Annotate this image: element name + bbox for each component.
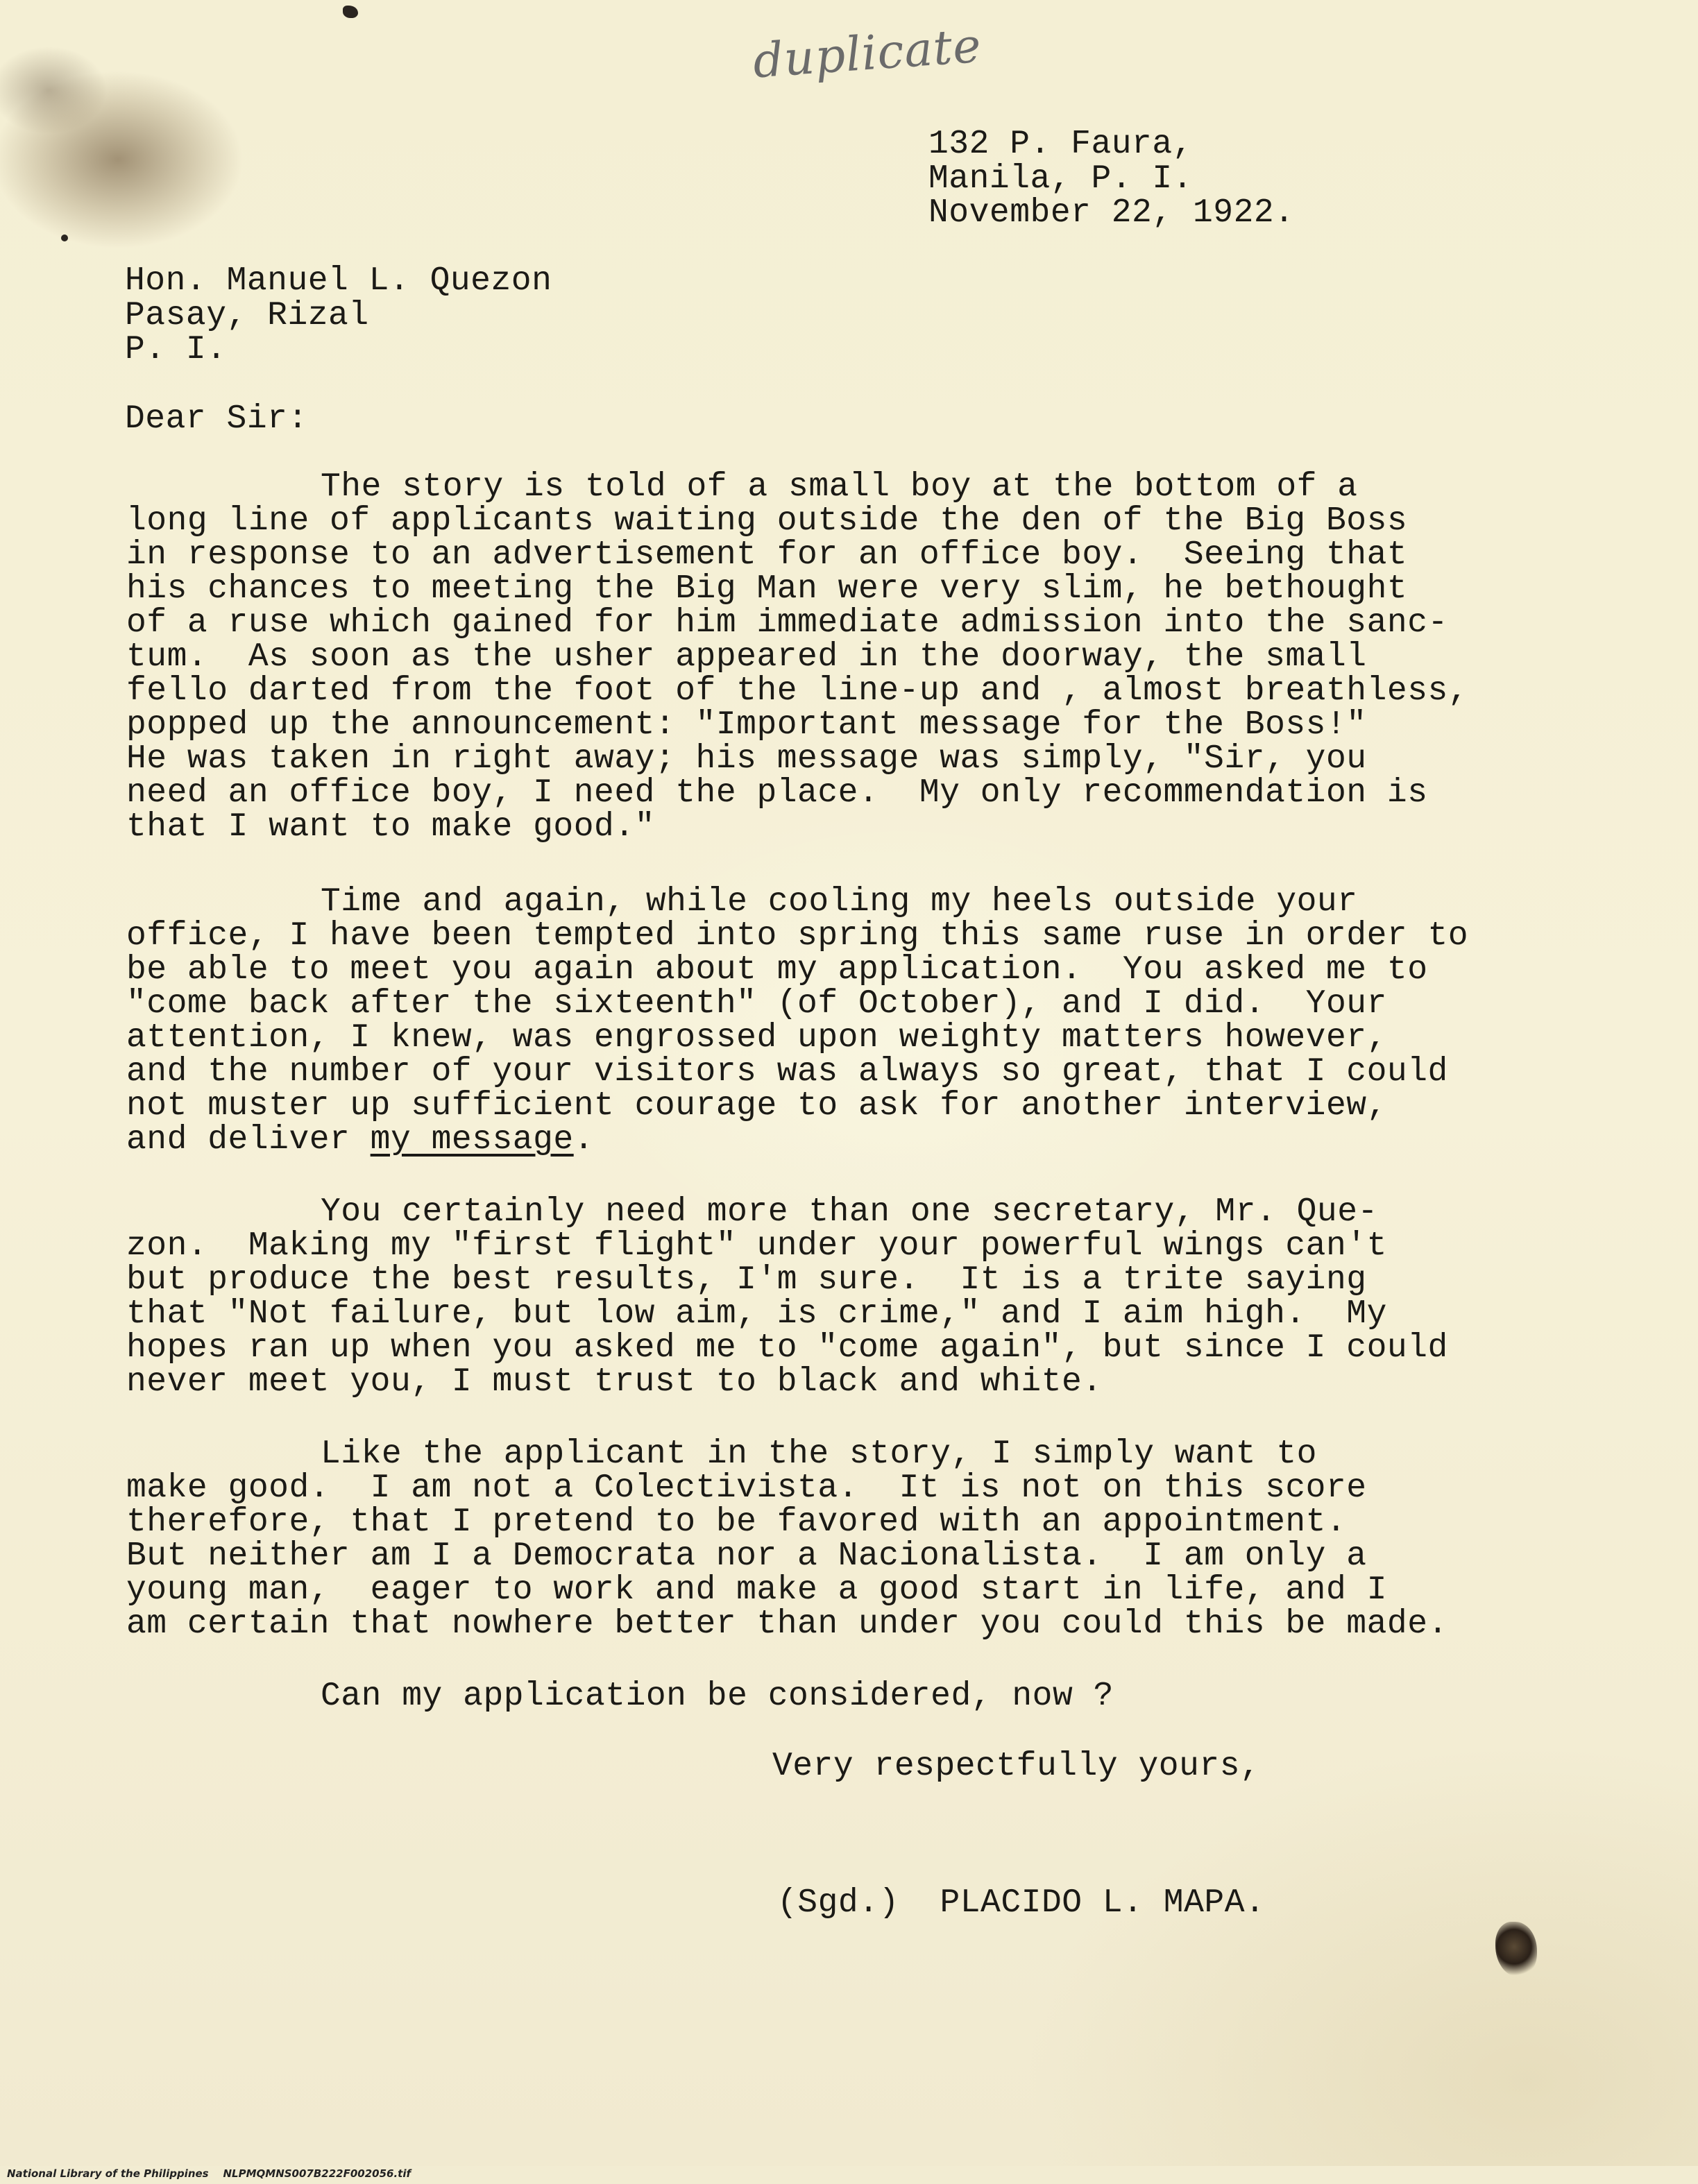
recipient-line: Hon. Manuel L. Quezon: [125, 262, 552, 300]
recipient-line: Pasay, Rizal: [125, 297, 369, 334]
paragraph-4-line: make good. I am not a Colectivista. It is not on this score: [126, 1469, 1367, 1507]
paragraph-4-line: young man, eager to work and make a good start in life, and I: [126, 1571, 1387, 1609]
paragraph-3-line: You certainly need more than one secretary, Mr. Que-: [321, 1193, 1378, 1231]
recipient-line: P. I.: [125, 331, 227, 368]
signature: (Sgd.) PLACIDO L. MAPA.: [777, 1884, 1266, 1922]
paragraph-1-line: his chances to meeting the Big Man were very slim, he bethought: [126, 570, 1408, 608]
paragraph-3-line: but produce the best results, I'm sure. It is a trite saying: [126, 1261, 1367, 1299]
paragraph-1-line: long line of applicants waiting outside the den of the Big Boss: [126, 502, 1408, 540]
paragraph-1-line: that I want to make good.": [126, 808, 655, 846]
paragraph-1-line: need an office boy, I need the place. My only recommendation is: [126, 774, 1428, 812]
paragraph-1-line: tum. As soon as the usher appeared in the doorway, the small: [126, 638, 1367, 676]
paragraph-2-line: and the number of your visitors was always so great, that I could: [126, 1053, 1448, 1091]
paragraph-2-line: not muster up sufficient courage to ask for another interview,: [126, 1087, 1387, 1125]
paragraph-2-line: attention, I knew, was engrossed upon weighty matters however,: [126, 1019, 1387, 1057]
sender-address-line: Manila, P. I.: [928, 160, 1193, 198]
paragraph-1-line: popped up the announcement: "Important message for the Boss!": [126, 706, 1367, 744]
paragraph-4-line: am certain that nowhere better than under you could this be made.: [126, 1605, 1448, 1643]
ink-smudge: [1495, 1922, 1537, 1977]
paragraph-2-line: be able to meet you again about my application. You asked me to: [126, 951, 1428, 989]
paragraph-3-line: that "Not failure, but low aim, is crime," and I aim high. My: [126, 1295, 1387, 1333]
paragraph-1-line: in response to an advertisement for an office boy. Seeing that: [126, 536, 1408, 574]
paragraph-3-line: never meet you, I must trust to black and white.: [126, 1363, 1103, 1401]
paragraph-2-last-line: [126, 1123, 594, 1157]
paragraph-4-line: Like the applicant in the story, I simply want to: [321, 1435, 1317, 1473]
ink-dot: [61, 234, 68, 241]
ink-mark: [343, 6, 358, 18]
paragraph-3-line: zon. Making my "first flight" under your powerful wings can't: [126, 1227, 1387, 1265]
paragraph-1-line: of a ruse which gained for him immediate admission into the sanc-: [126, 604, 1448, 642]
underlined-my-message: my message: [370, 1121, 574, 1159]
scan-footer-text: National Library of the Philippines NLPMQMNS007B222F002056.tif: [7, 2167, 411, 2180]
paragraph-1-line: The story is told of a small boy at the bottom of a: [321, 468, 1358, 506]
salutation: Dear Sir:: [125, 400, 308, 438]
paragraph-2-line: office, I have been tempted into spring this same ruse in order to: [126, 917, 1469, 955]
paragraph-2-line: "come back after the sixteenth" (of October), and I did. Your: [126, 985, 1387, 1023]
paragraph-4-line: But neither am I a Democrata nor a Nacionalista. I am only a: [126, 1537, 1367, 1575]
paragraph-5-line: Can my application be considered, now ?: [321, 1678, 1114, 1715]
closing: Very respectfully yours,: [772, 1748, 1261, 1785]
paragraph-2-line: Time and again, while cooling my heels outside your: [321, 883, 1358, 921]
paragraph-3-line: hopes ran up when you asked me to "come again", but since I could: [126, 1329, 1448, 1367]
paragraph-2-last-prefix: and deliver: [126, 1121, 371, 1159]
paragraph-1-line: He was taken in right away; his message was simply, "Sir, you: [126, 740, 1367, 778]
handwritten-duplicate-note: duplicate: [751, 18, 983, 89]
paragraph-4-line: therefore, that I pretend to be favored with an appointment.: [126, 1503, 1347, 1541]
paragraph-1-line: fello darted from the foot of the line-up and , almost breathless,: [126, 672, 1469, 710]
sender-address-line: 132 P. Faura,: [928, 126, 1193, 163]
paragraph-2-last-suffix: .: [573, 1121, 595, 1159]
letter-date: November 22, 1922.: [928, 194, 1295, 232]
